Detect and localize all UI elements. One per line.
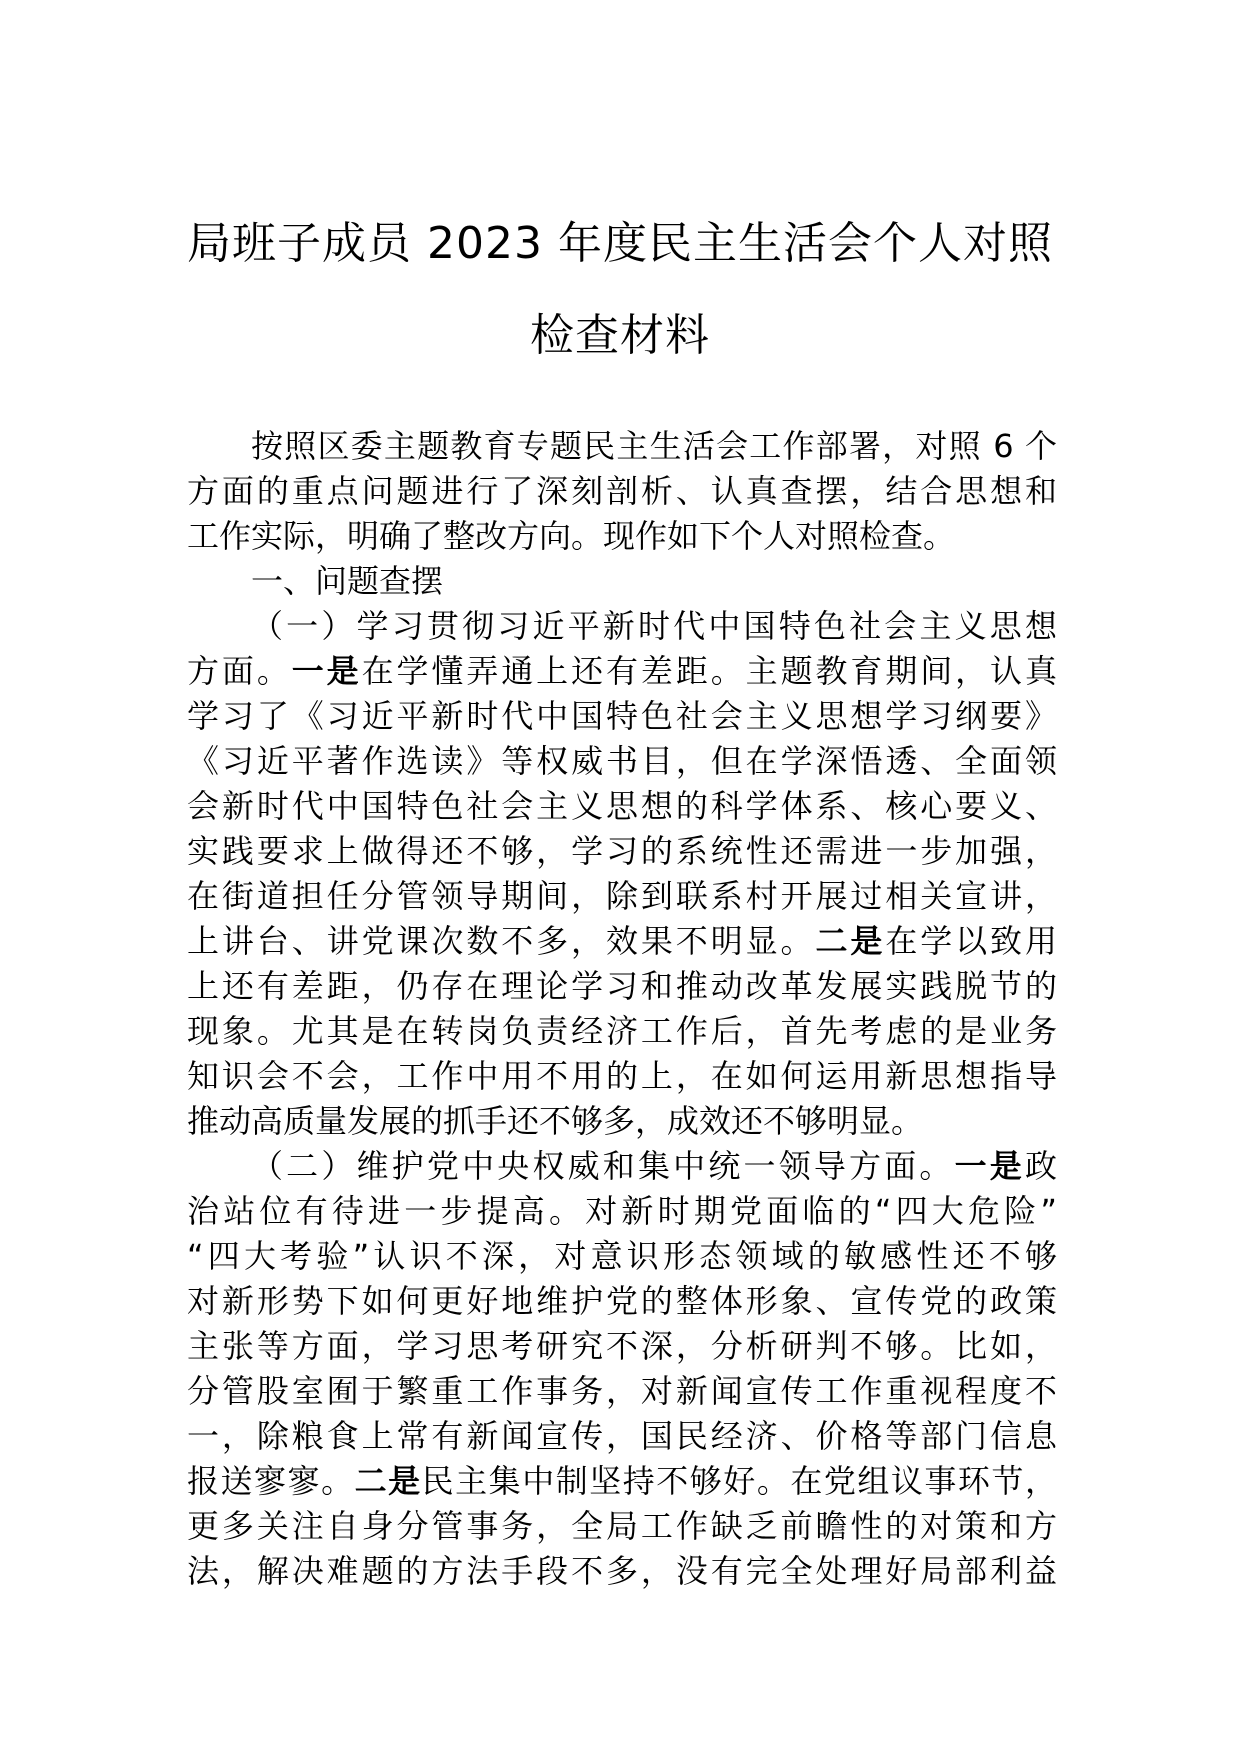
body-line: 学习了《习近平新时代中国特色社会主义思想学习纲要》: [187, 697, 1057, 735]
document-title-line-2: 检查材料: [530, 310, 710, 361]
body-line: 实践要求上做得还不够，学习的系统性还需进一步加强，: [187, 832, 1057, 870]
document-title-line-1: 局班子成员 2023 年度民主生活会个人对照: [187, 218, 1053, 269]
subsection-heading: （二）维护党中央权威和集中统一领导方面。一是政: [251, 1147, 1057, 1185]
body-line: 知识会不会，工作中用不用的上，在如何运用新思想指导: [187, 1057, 1057, 1095]
body-line: 治站位有待进一步提高。对新时期党面临的“四大危险”: [187, 1192, 1057, 1230]
emphasis-text: 一是: [954, 1147, 1025, 1185]
emphasis-text: 一是: [291, 652, 362, 690]
subsection-heading: （一）学习贯彻习近平新时代中国特色社会主义思想: [251, 607, 1057, 645]
emphasis-text: 二是: [354, 1462, 422, 1500]
body-line: 一，除粮食上常有新闻宣传，国民经济、价格等部门信息: [187, 1417, 1057, 1455]
body-line: 《习近平著作选读》等权威书目，但在学深悟透、全面领: [187, 742, 1057, 780]
section-heading: 一、问题查摆: [251, 562, 444, 600]
body-line: 对新形势下如何更好地维护党的整体形象、宣传党的政策: [187, 1282, 1057, 1320]
body-line: 在街道担任分管领导期间，除到联系村开展过相关宣讲，: [187, 877, 1057, 915]
body-line: 上还有差距，仍存在理论学习和推动改革发展实践脱节的: [187, 967, 1057, 1005]
body-line: 法，解决难题的方法手段不多，没有完全处理好局部利益: [187, 1552, 1057, 1590]
body-line: 报送寥寥。二是民主集中制坚持不够好。在党组议事环节，: [187, 1462, 1057, 1500]
body-line: 方面。一是在学懂弄通上还有差距。主题教育期间，认真: [187, 652, 1057, 690]
body-line: 方面的重点问题进行了深刻剖析、认真查摆，结合思想和: [187, 472, 1057, 510]
body-line: 分管股室囿于繁重工作事务，对新闻宣传工作重视程度不: [187, 1372, 1057, 1410]
emphasis-text: 二是: [815, 922, 886, 960]
body-line: 现象。尤其是在转岗负责经济工作后，首先考虑的是业务: [187, 1012, 1057, 1050]
body-line: 上讲台、讲党课次数不多，效果不明显。二是在学以致用: [187, 922, 1057, 960]
body-line: 推动高质量发展的抓手还不够多，成效还不够明显。: [187, 1102, 924, 1140]
document-body: [187, 424, 1057, 1594]
body-line: 工作实际，明确了整改方向。现作如下个人对照检查。: [187, 517, 956, 555]
body-line: 按照区委主题教育专题民主生活会工作部署，对照 6 个: [251, 427, 1057, 465]
body-line: 会新时代中国特色社会主义思想的科学体系、核心要义、: [187, 787, 1057, 825]
body-line: 更多关注自身分管事务，全局工作缺乏前瞻性的对策和方: [187, 1507, 1057, 1545]
body-line: “四大考验”认识不深，对意识形态领域的敏感性还不够: [187, 1237, 1057, 1275]
body-line: 主张等方面，学习思考研究不深，分析研判不够。比如，: [187, 1327, 1057, 1365]
